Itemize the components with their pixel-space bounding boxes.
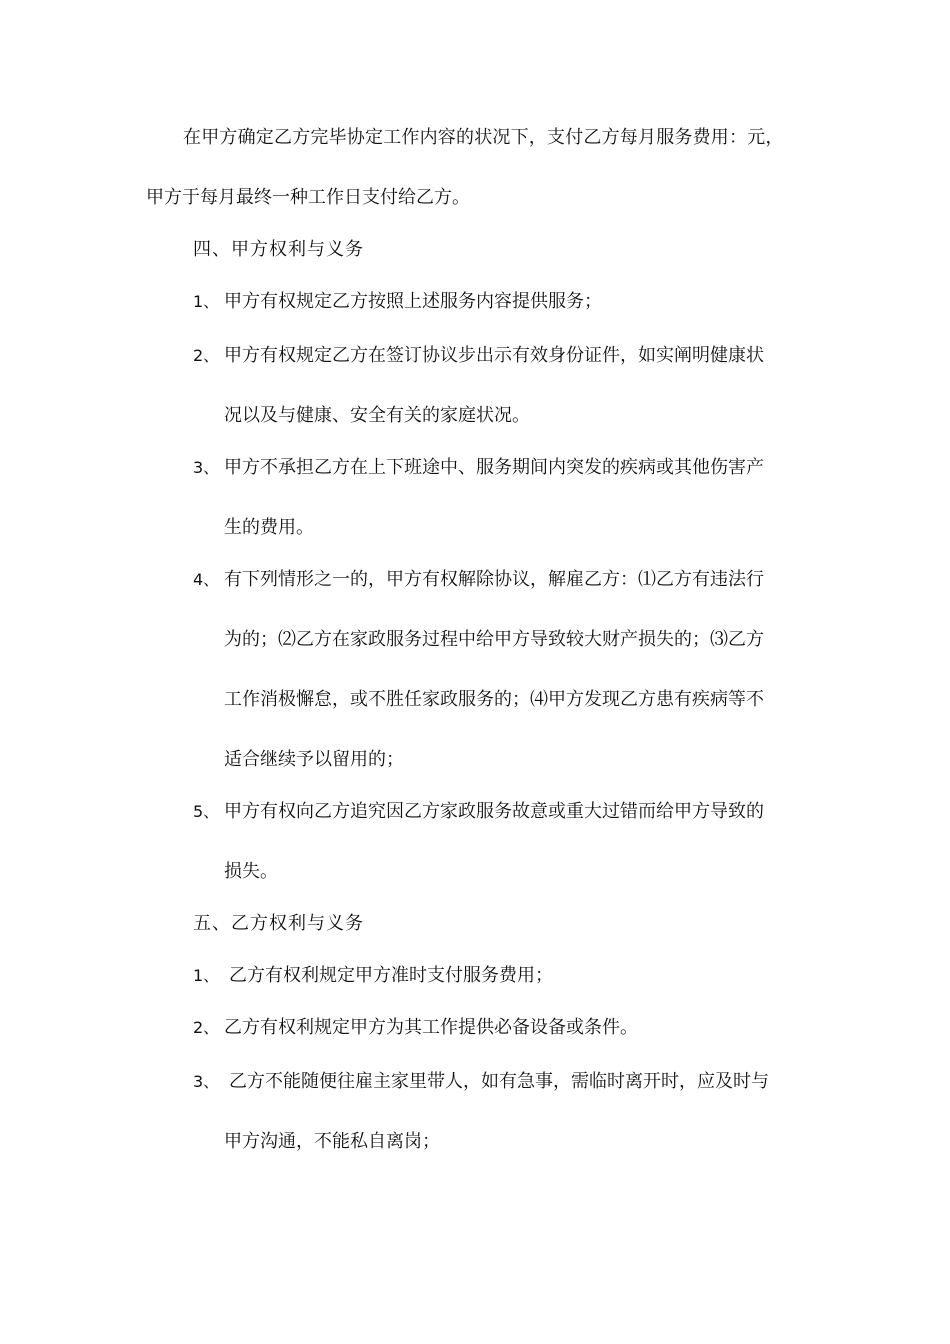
s4-item-1-number: 1、 <box>193 292 220 311</box>
section-5-heading: 五、乙方权利与义务 <box>193 913 364 934</box>
s4-item-5-line-2: 损失。 <box>224 861 278 882</box>
s4-item-3-line-2: 生的费用。 <box>224 517 314 538</box>
s4-item-3-number: 3、 <box>193 458 220 477</box>
s5-item-1-number: 1、 <box>193 966 220 985</box>
s4-item-5-line-1: 甲方有权向乙方追究因乙方家政服务故意或重大过错而给甲方导致的 <box>224 801 764 822</box>
s4-item-4-line-2: 为的；⑵乙方在家政服务过程中给甲方导致较大财产损失的；⑶乙方 <box>224 629 764 650</box>
s4-item-2-line-1: 甲方有权规定乙方在签订协议步出示有效身份证件，如实阐明健康状 <box>224 345 764 366</box>
s4-item-4-line-4: 适合继续予以留用的； <box>224 749 404 770</box>
s4-item-4-line-1: 有下列情形之一的，甲方有权解除协议，解雇乙方：⑴乙方有违法行 <box>224 569 764 590</box>
s5-item-1-line-1: 乙方有权利规定甲方准时支付服务费用； <box>229 965 553 986</box>
s4-item-4-line-3: 工作消极懈怠，或不胜任家政服务的；⑷甲方发现乙方患有疾病等不 <box>224 689 764 710</box>
s5-item-3-line-1: 乙方不能随便往雇主家里带人，如有急事，需临时离开时，应及时与 <box>229 1071 769 1092</box>
s4-item-2-line-2: 况以及与健康、安全有关的家庭状况。 <box>224 405 530 426</box>
s5-item-3-line-2: 甲方沟通，不能私自离岗； <box>224 1131 440 1152</box>
s5-item-3-number: 3、 <box>193 1072 220 1091</box>
s5-item-2-number: 2、 <box>193 1018 220 1037</box>
intro-line-2: 甲方于每月最终一种工作日支付给乙方。 <box>146 187 470 208</box>
section-4-heading: 四、甲方权利与义务 <box>193 239 364 260</box>
s5-item-2-line-1: 乙方有权利规定甲方为其工作提供必备设备或条件。 <box>224 1017 638 1038</box>
s4-item-2-number: 2、 <box>193 346 220 365</box>
s4-item-5-number: 5、 <box>193 802 220 821</box>
s4-item-4-number: 4、 <box>193 570 220 589</box>
s4-item-3-line-1: 甲方不承担乙方在上下班途中、服务期间内突发的疾病或其他伤害产 <box>224 457 764 478</box>
s4-item-1-line-1: 甲方有权规定乙方按照上述服务内容提供服务； <box>224 291 602 312</box>
intro-line-1: 在甲方确定乙方完毕协定工作内容的状况下，支付乙方每月服务费用：元， <box>183 127 784 148</box>
